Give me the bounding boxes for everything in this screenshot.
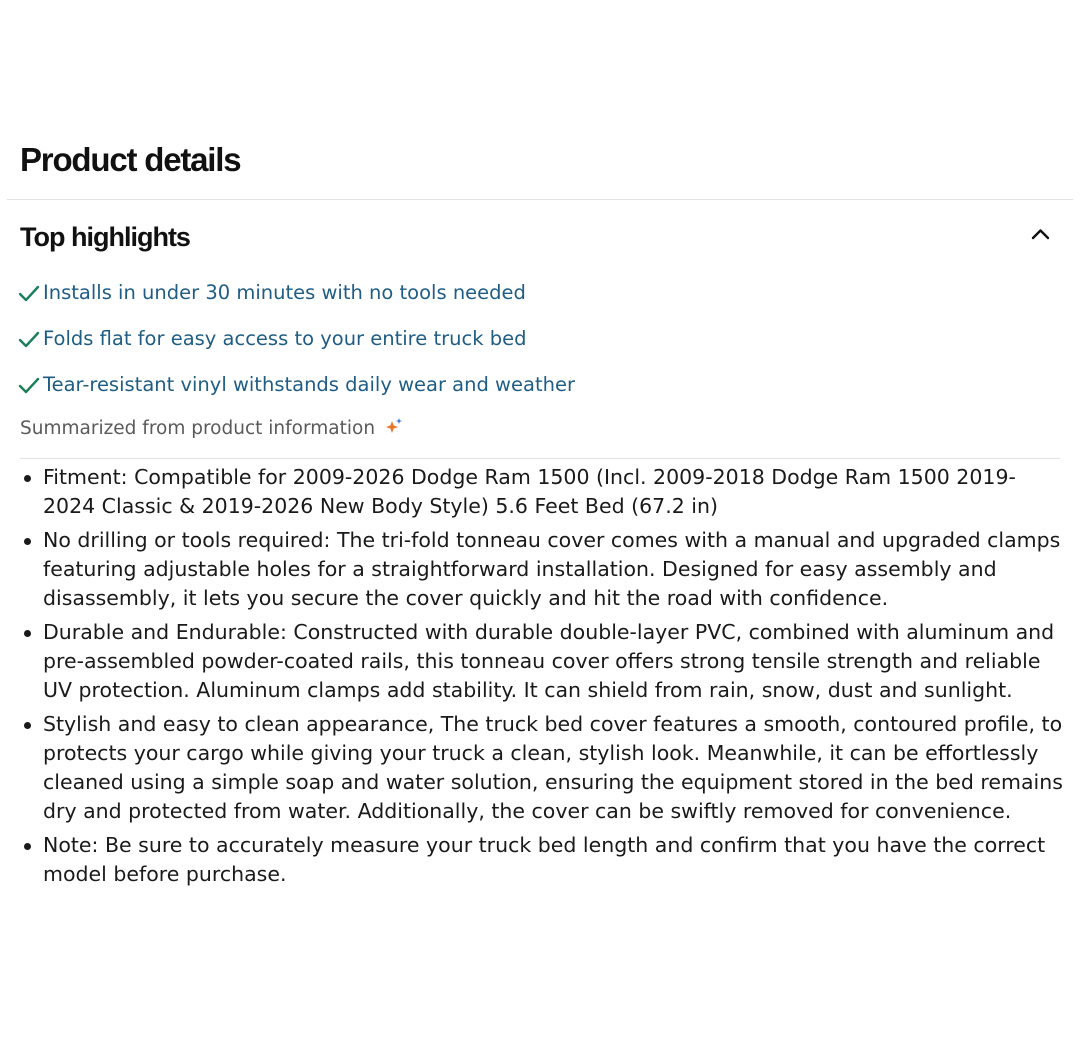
summary-note xyxy=(20,414,403,444)
collapse-toggle-button[interactable] xyxy=(1020,218,1060,254)
checkmark-icon xyxy=(18,284,40,304)
highlight-item xyxy=(18,324,575,370)
chevron-up-icon xyxy=(1031,228,1050,240)
detail-bullet-appearance: Stylish and easy to clean appearance, The truck bed cover features a smooth, contoured profile, to protects your cargo while giving your truck a clean, stylish look. Meanwhile, it can be effortlessly cleaned using a simple soap and water solution, ensuring the equipment stored in the bed remains dry and protected from water. Additionally, the cover can be swiftly removed for convenience. xyxy=(20,710,1065,826)
section-title: Top highlights xyxy=(20,222,190,252)
top-highlights-header[interactable] xyxy=(20,214,1060,260)
highlights-list xyxy=(18,278,575,416)
ai-sparkle-icon xyxy=(385,417,403,435)
highlight-item xyxy=(18,278,575,324)
summary-note-text: Summarized from product information xyxy=(20,418,376,439)
detail-bullet-durability: Durable and Endurable: Constructed with durable double-layer PVC, combined with aluminum and pre-assembled powder-coated rails, this tonneau cover offers strong tensile strength and reliable UV protection. Aluminum clamps add stability. It can shield from rain, snow, dust and sunlight. xyxy=(20,618,1065,705)
divider xyxy=(20,458,1060,459)
highlight-text: Installs in under 30 minutes with no tools needed xyxy=(43,281,526,304)
detail-bullet-note: Note: Be sure to accurately measure your truck bed length and confirm that you have the correct model before purchase. xyxy=(20,831,1065,889)
divider xyxy=(7,199,1073,200)
page-title: Product details xyxy=(20,141,241,178)
detail-bullet-fitment: Fitment: Compatible for 2009-2026 Dodge Ram 1500 (Incl. 2009-2018 Dodge Ram 1500 2019-2024 Classic & 2019-2026 New Body Style) 5.6 Feet Bed (67.2 in) xyxy=(20,463,1065,521)
highlight-text: Tear-resistant vinyl withstands daily wear and weather xyxy=(43,373,575,396)
detail-bullet-installation: No drilling or tools required: The tri-fold tonneau cover comes with a manual and upgraded clamps featuring adjustable holes for a straightforward installation. Designed for easy assembly and disassembly, it lets you secure the cover quickly and hit the road with confidence. xyxy=(20,526,1065,613)
checkmark-icon xyxy=(18,376,40,396)
checkmark-icon xyxy=(18,330,40,350)
highlight-item xyxy=(18,370,575,416)
product-details-list xyxy=(20,463,1065,894)
highlight-text: Folds flat for easy access to your entire truck bed xyxy=(43,327,527,350)
